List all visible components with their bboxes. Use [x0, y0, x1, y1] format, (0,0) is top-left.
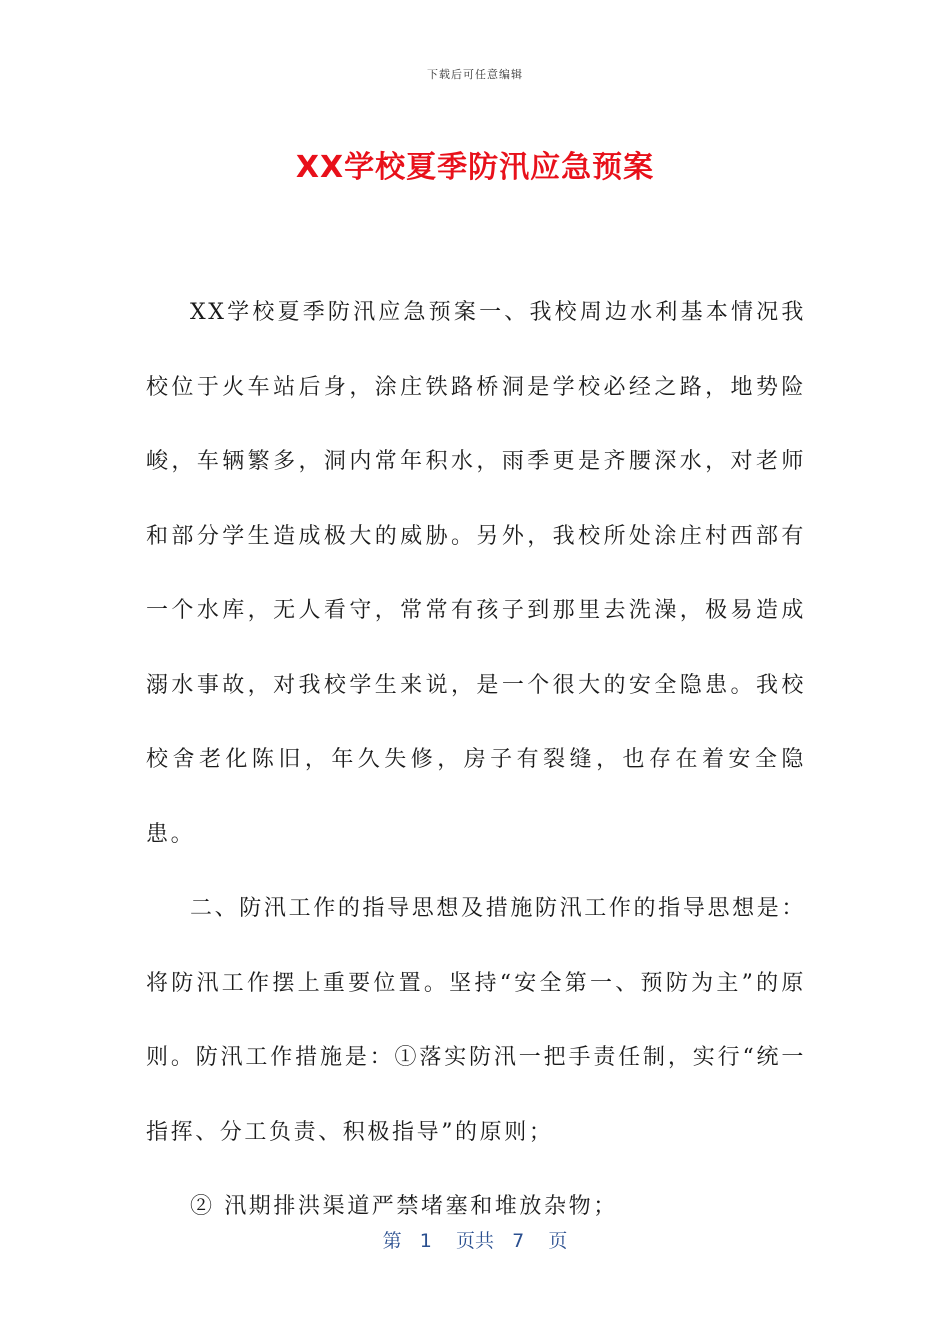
- paragraph-2: 二、防汛工作的指导思想及措施防汛工作的指导思想是：将防汛工作摆上重要位置。坚持“安全第一、预防为主”的原则。防汛工作措施是：①落实防汛一把手责任制，实行“统一指挥、分工负责、积极指导”的原则；: [146, 896, 806, 1145]
- page-label-suffix: 页: [548, 1230, 568, 1252]
- current-page-number: 1: [419, 1230, 432, 1252]
- document-body: [146, 276, 806, 1245]
- header-note: 下载后可任意编辑: [427, 68, 523, 81]
- document-title: XX学校夏季防汛应急预案: [295, 150, 655, 185]
- paragraph-1: XX学校夏季防汛应急预案一、我校周边水利基本情况我校位于火车站后身，涂庄铁路桥洞是学校必经之路，地势险峻，车辆繁多，洞内常年积水，雨季更是齐腰深水，对老师和部分学生造成极大的威胁。另外，我校所处涂庄村西部有一个水库，无人看守，常常有孩子到那里去洗澡，极易造成溺水事故，对我校学生来说，是一个很大的安全隐患。我校校舍老化陈旧，年久失修，房子有裂缝，也存在着安全隐患。: [146, 300, 806, 847]
- page-label-mid: 页共: [455, 1230, 494, 1252]
- total-pages-number: 7: [512, 1230, 525, 1252]
- paragraph-3: ② 汛期排洪渠道严禁堵塞和堆放杂物；: [190, 1194, 618, 1219]
- page-label-prefix: 第: [382, 1230, 402, 1252]
- page-footer: [0, 1226, 950, 1253]
